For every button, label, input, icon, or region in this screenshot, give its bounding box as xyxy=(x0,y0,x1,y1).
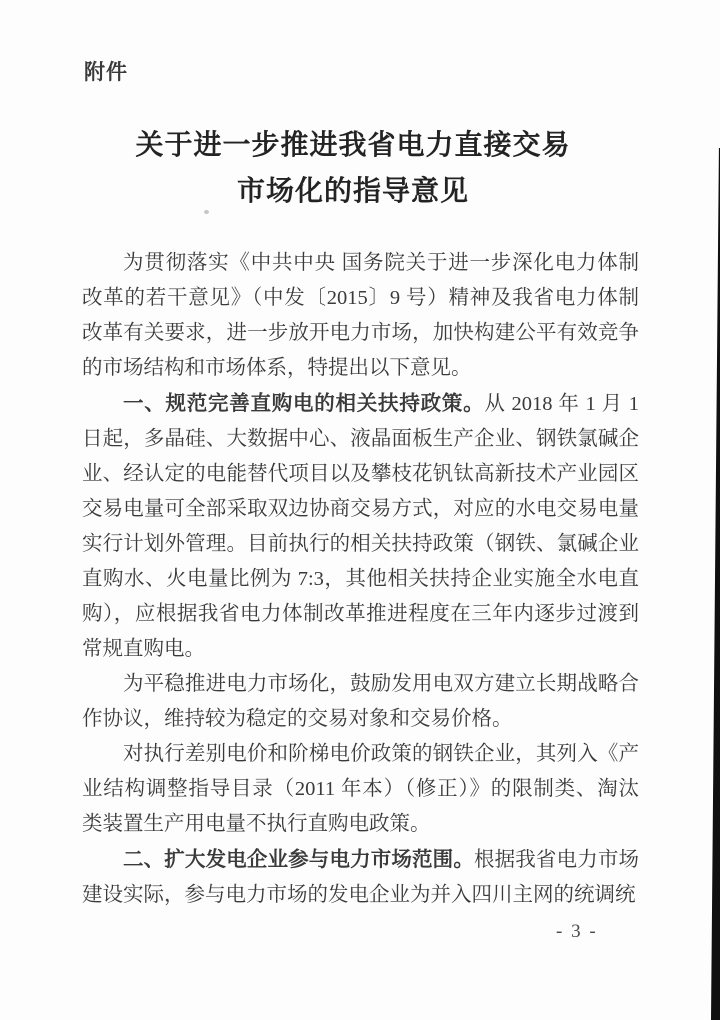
scan-speck-artifact xyxy=(204,210,209,214)
scan-artifact-right-edge xyxy=(711,148,720,1020)
paragraph-heading-text: 一、规范完善直购电的相关扶持政策。 xyxy=(123,392,485,415)
paragraph-text: 从 2018 年 1 月 1 日起，多晶硅、大数据中心、液晶面板生产企业、钢铁氯碱企业、经认定的电能替代项目以及攀枝花钒钛高新技术产业园区交易电量可全部采取双边协商交易方式，对应的水电交易电量实行计划外管理。目前执行的相关扶持政策（钢铁、氯碱企业直购水、火电量比例为 7:3，其他相关扶持企业实施全水电直购），应根据我省电力体制改革推进程度在三年内逐步过渡到常规直购电。 xyxy=(82,393,640,660)
paragraph-text: 根据我省电力市场建设实际，参与电力市场的发电企业为并入四川主网的统调统 xyxy=(82,849,640,906)
paragraph xyxy=(82,386,639,667)
attachment-label: 附件 xyxy=(84,61,128,84)
document-body xyxy=(82,246,639,913)
title-line-2: 市场化的指导意见 xyxy=(236,176,469,207)
document-title xyxy=(0,123,706,215)
paragraph-heading-text: 二、扩大发电企业参与电力市场范围。 xyxy=(123,848,474,871)
paragraph xyxy=(82,737,639,842)
page-number: - 3 - xyxy=(556,921,598,942)
paragraph-text: 为平稳推进电力市场化，鼓励发用电双方建立长期战略合作协议，维持较为稳定的交易对象和交易价格。 xyxy=(82,673,639,730)
paragraph-text: 对执行差别电价和阶梯电价政策的钢铁企业，其列入《产业结构调整指导目录（2011 年本）（修正）》的限制类、淘汰类装置生产用电量不执行直购电政策。 xyxy=(82,743,639,835)
paragraph xyxy=(82,246,639,386)
paragraph xyxy=(82,667,639,737)
paragraph xyxy=(82,842,639,913)
title-line-1: 关于进一步推进我省电力直接交易 xyxy=(135,130,571,161)
paragraph-text: 为贯彻落实《中共中央 国务院关于进一步深化电力体制改革的若干意见》（中发〔2015〕9 号）精神及我省电力体制改革有关要求，进一步放开电力市场，加快构建公平有效竞争的市场结构和市场体系，特提出以下意见。 xyxy=(82,252,639,379)
